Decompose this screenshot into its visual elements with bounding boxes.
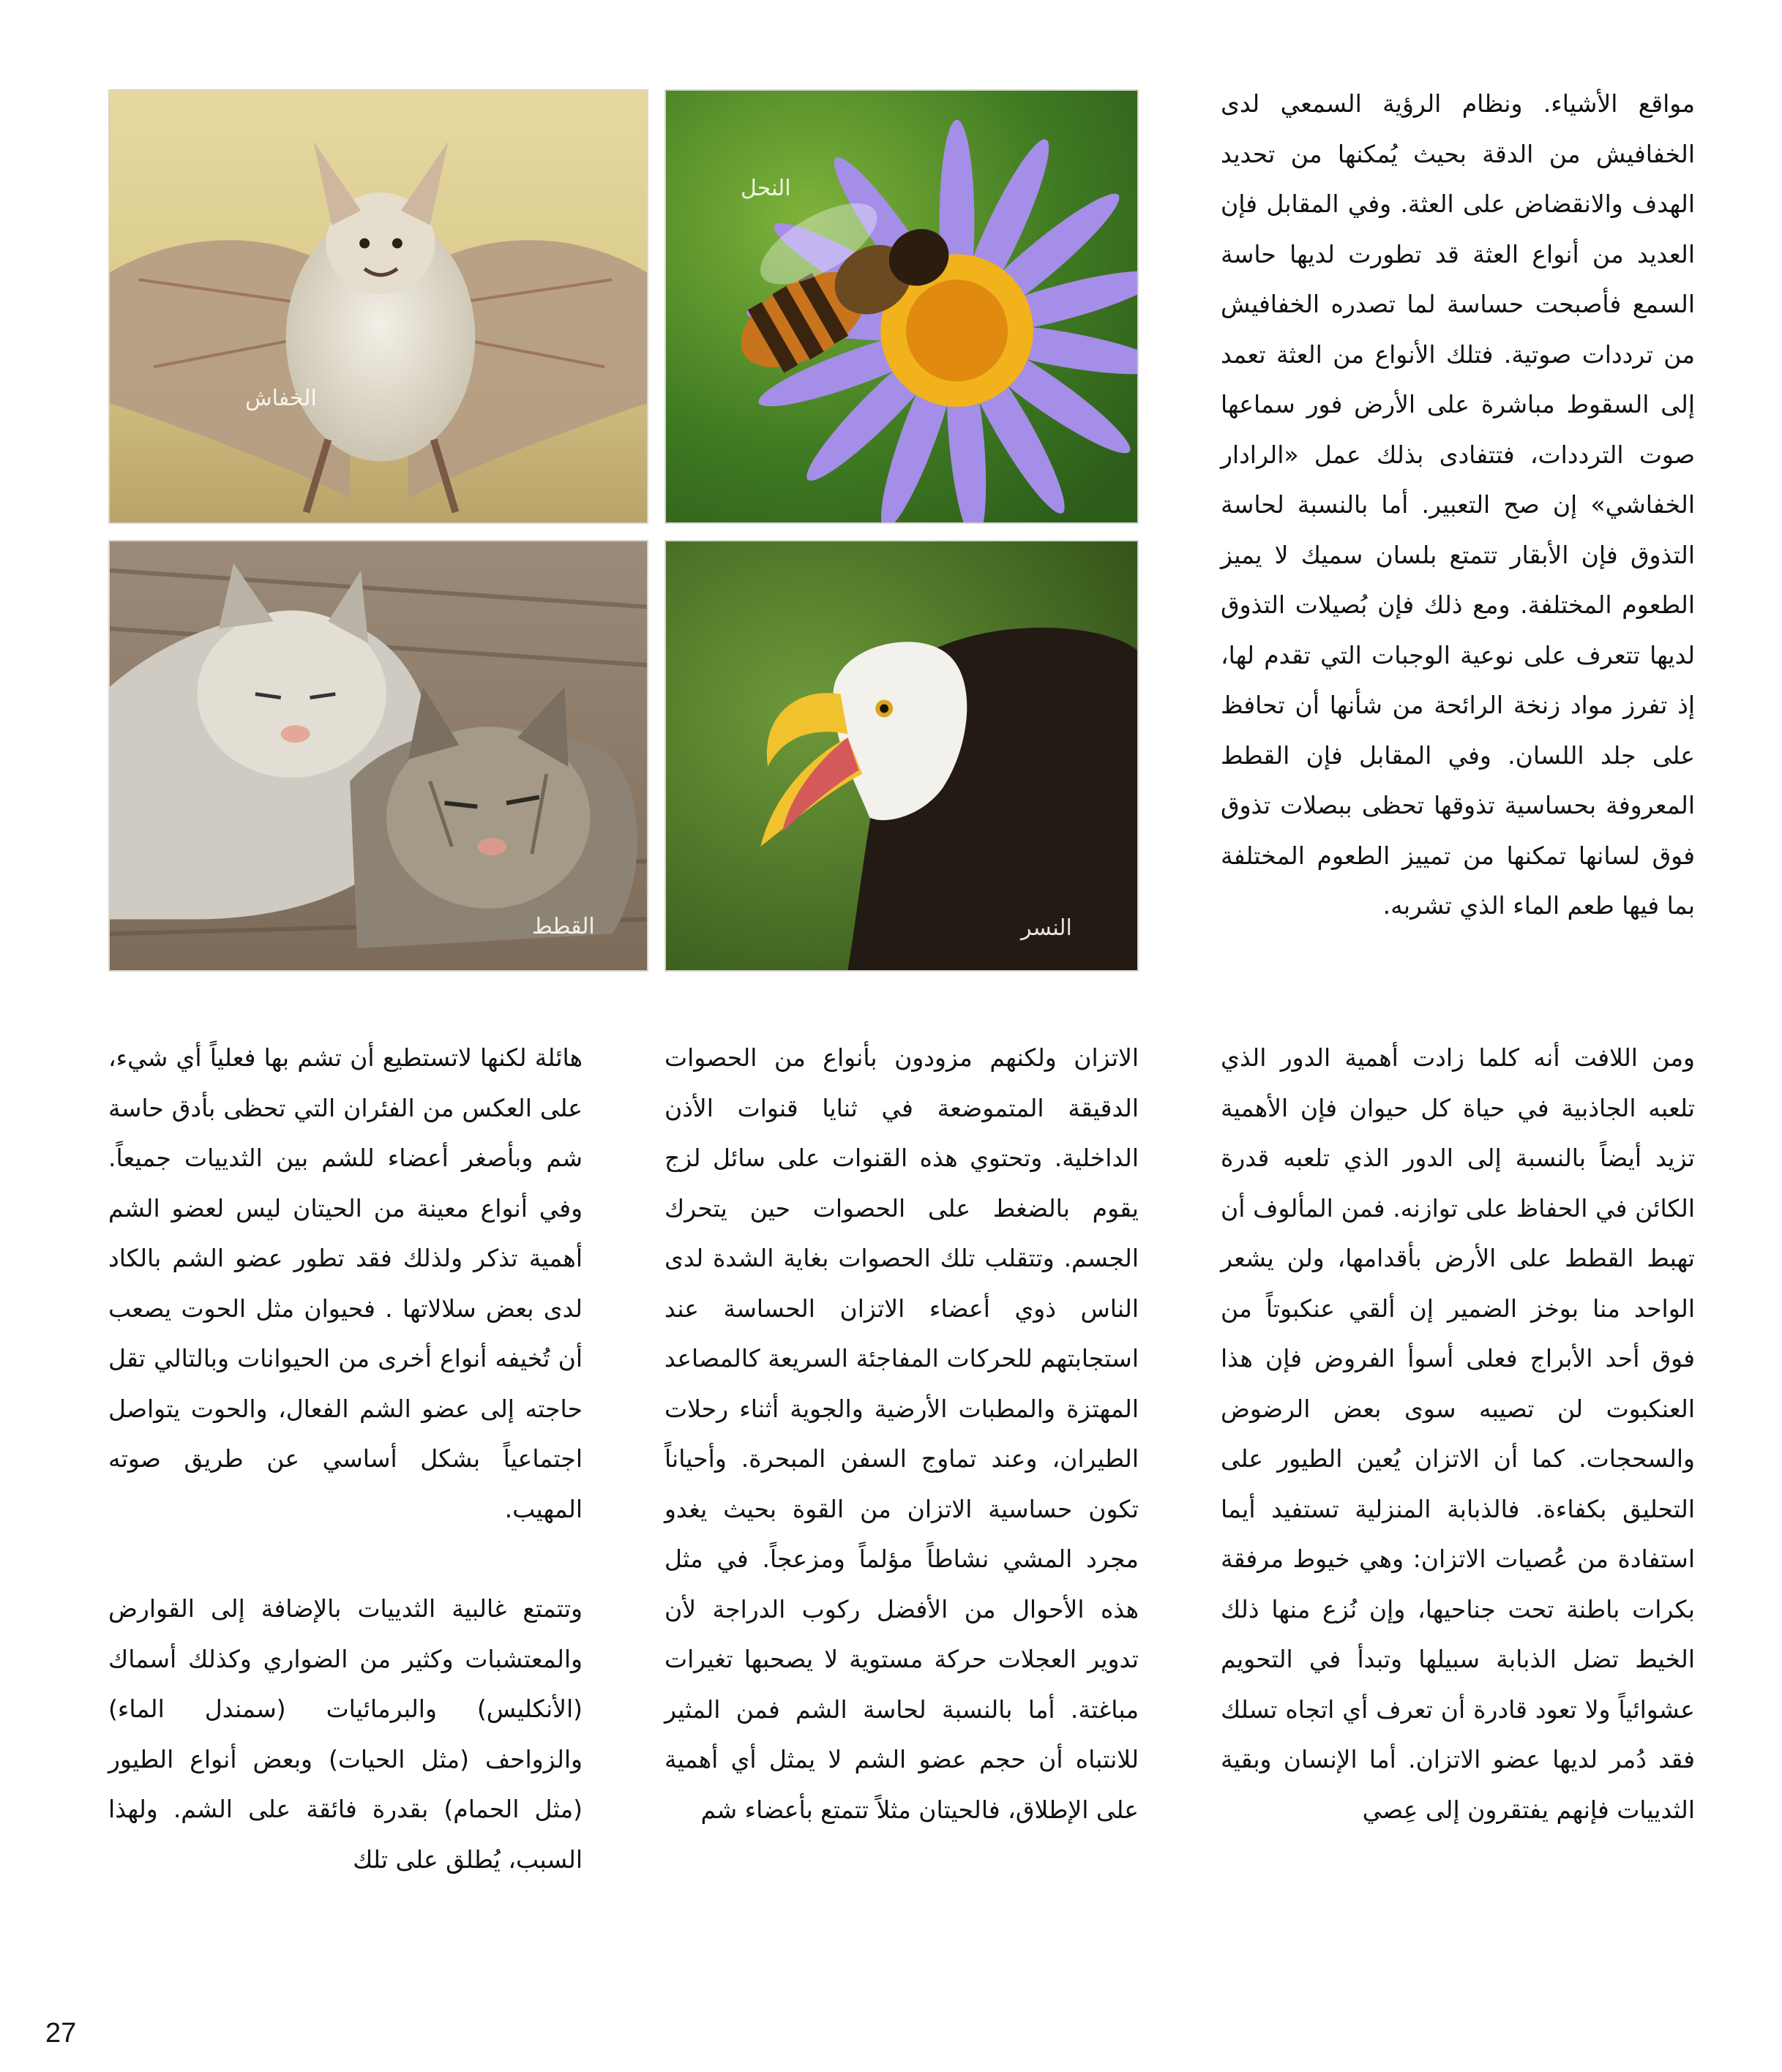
bee-caption: النحل	[741, 176, 791, 201]
bee-image	[666, 91, 1137, 522]
eagle-caption: النسر	[1021, 915, 1072, 941]
cats-photo	[108, 540, 648, 972]
eagle-image	[666, 541, 1137, 970]
bottom-middle-paragraph-1: الاتزان ولكنهم مزودون بأنواع من الحصوات الدقيقة المتموضعة في ثنايا قنوات الأذن الداخلية. وتحتوي هذه القنوات على سائل لزج يقوم بالضغط على الحصوات حين يتحرك الجسم. وتتقلب تلك الحصوات بغاية الشدة لدى الناس ذوي أعضاء الاتزان الحساسة عند استجابتهم للحركات المفاجئة السريعة كالمصاعد المهتزة والمطبات الأرضية والجوية أثناء رحلات الطيران، وعند تماوج السفن المبحرة. وأحياناً تكون حساسية الاتزان من القوة بحيث يغدو مجرد المشي نشاطاً مؤلماً ومزعجاً. في مثل هذه الأحوال من الأفضل ركوب الدراجة لأن تدوير العجلات حركة مستوية لا يصحبها تغيرات مباغتة. أما بالنسبة لحاسة الشم فمن المثير للانتباه أن حجم عضو الشم لا يمثل أي أهمية على الإطلاق، فالحيتان مثلاً تتمتع بأعضاء شم	[664, 1043, 1139, 1824]
top-right-column	[1221, 79, 1695, 931]
bee-photo	[664, 89, 1139, 524]
bottom-middle-column	[664, 1033, 1139, 1835]
bottom-left-column	[108, 1033, 583, 1885]
cats-caption: القطط	[532, 914, 595, 939]
page-number: 27	[45, 2018, 77, 2049]
bottom-left-paragraph-1: هائلة لكنها لاتستطيع أن تشم بها فعلياً أي شيء، على العكس من الفئران التي تحظى بأدق حاسة شم وبأصغر أعضاء للشم بين الثدييات جميعاً. وفي أنواع معينة من الحيتان ليس لعضو الشم أهمية تذكر ولذلك فقد تطور عضو الشم بالكاد لدى بعض سلالاتها . فحيوان مثل الحوت يصعب أن تُخيفه أنواع أخرى من الحيوانات وبالتالي تقل حاجته إلى عضو الشم الفعال، والحوت يتواصل اجتماعياً بشكل أساسي عن طريق صوته المهيب.	[108, 1043, 583, 1523]
cats-image	[110, 541, 647, 970]
bat-caption: الخفاش	[245, 386, 317, 411]
bottom-left-paragraph-2: وتتمتع غالبية الثدييات بالإضافة إلى القوارض والمعتشبات وكثير من الضواري وكذلك أسماك (الأنكليس) والبرمائيات (سمندل الماء) والزواحف (مثل الحيات) وبعض أنواع الطيور (مثل الحمام) بقدرة فائقة على الشم. ولهذا السبب، يُطلق على تلك	[108, 1594, 583, 1874]
bat-image	[110, 91, 647, 522]
bottom-right-paragraph-1: ومن اللافت أنه كلما زادت أهمية الدور الذي تلعبه الجاذبية في حياة كل حيوان فإن الأهمية تزيد أيضاً بالنسبة إلى الدور الذي تلعبه قدرة الكائن في الحفاظ على توازنه. فمن المألوف أن تهبط القطط على الأرض بأقدامها، ولن يشعر الواحد منا بوخز الضمير إن ألقي عنكبوتاً من فوق أحد الأبراج فعلى أسوأ الفروض فإن هذا العنكبوت لن تصيبه سوى بعض الرضوض والسحجات. كما أن الاتزان يُعين الطيور على التحليق بكفاءة. فالذبابة المنزلية تستفيد أيما استفادة من عُصيات الاتزان: وهي خيوط مرفقة بكرات باطنة تحت جناحيها، وإن نُزع منها ذلك الخيط تضل الذبابة سبيلها وتبدأ في التحويم عشوائياً ولا تعود قادرة أن تعرف أي اتجاه تسلك فقد دُمر لديها عضو الاتزان. أما الإنسان وبقية الثدييات فإنهم يفتقرون إلى عِصي	[1221, 1043, 1695, 1824]
eagle-photo	[664, 540, 1139, 972]
top-right-paragraph-1: مواقع الأشياء. ونظام الرؤية السمعي لدى الخفافيش من الدقة بحيث يُمكنها من تحديد الهدف والانقضاض على العثة. وفي المقابل فإن العديد من أنواع العثة قد تطورت لديها حاسة السمع فأصبحت حساسة لما تصدره الخفافيش من ترددات صوتية. فتلك الأنواع من العثة تعمد إلى السقوط مباشرة على الأرض فور سماعها صوت الترددات، فتتفادى بذلك عمل «الرادار الخفاشي» إن صح التعبير. أما بالنسبة لحاسة التذوق فإن الأبقار تتمتع بلسان سميك لا يميز الطعوم المختلفة. ومع ذلك فإن بُصيلات التذوق لديها تتعرف على نوعية الوجبات التي تقدم لها، إذ تفرز مواد زنخة الرائحة من شأنها أن تحافظ على جلد اللسان. وفي المقابل فإن القطط المعروفة بحساسية تذوقها تحظى ببصلات تذوق فوق لسانها تمكنها من تمييز الطعوم المختلفة بما فيها طعم الماء الذي تشربه.	[1221, 89, 1695, 920]
bottom-right-column	[1221, 1033, 1695, 1835]
bat-photo	[108, 89, 648, 524]
